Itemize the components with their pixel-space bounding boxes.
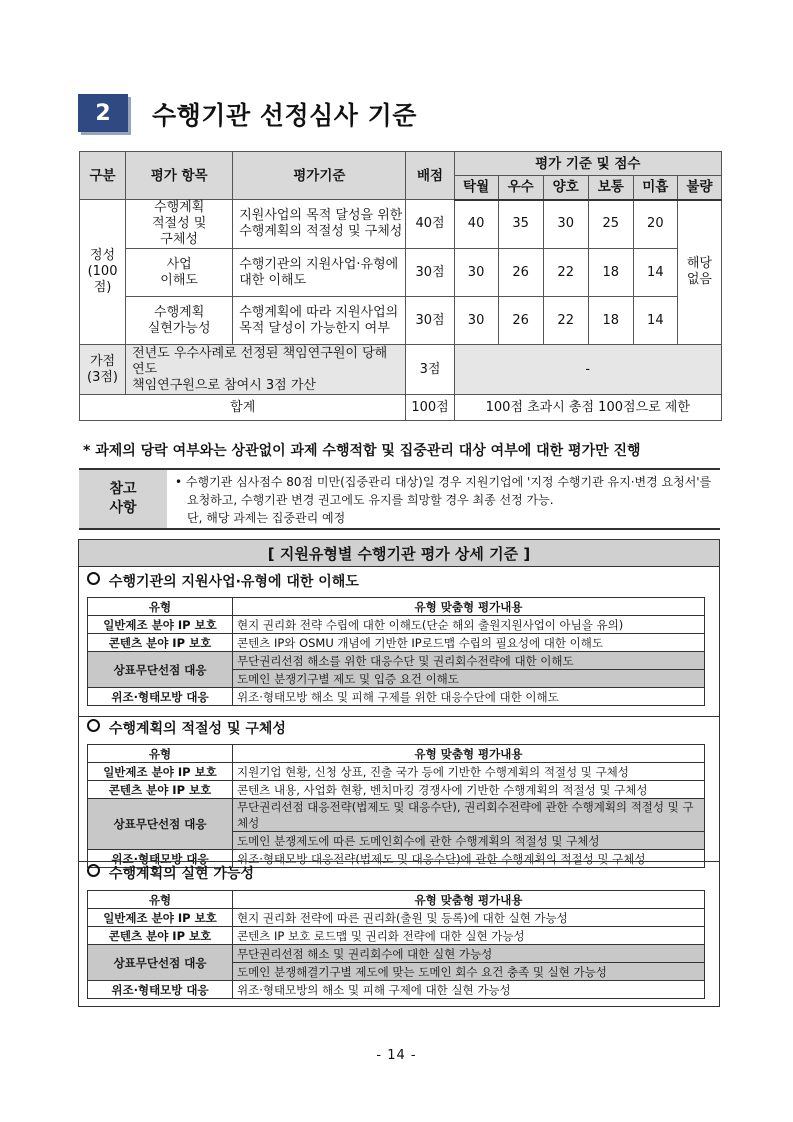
- content-counterfeit: 위조·형태모방 대응전략(법제도 및 대응수단)에 관한 수행계획의 적절성 및 구체성: [233, 850, 705, 868]
- col-type: 유형: [88, 598, 233, 616]
- type-content: 콘텐츠 분야 IP 보호: [88, 927, 233, 945]
- grade-bad: 불량: [677, 176, 721, 200]
- grade-average: 보통: [588, 176, 633, 200]
- grade-very-good: 우수: [498, 176, 543, 200]
- col-content: 유형 맞춤형 평가내용: [233, 891, 705, 909]
- score-cell: 18: [588, 249, 633, 297]
- content-trademark-2: 도메인 분쟁기구별 제도 및 입증 요건 이해도: [233, 670, 705, 688]
- type-general: 일반제조 분야 IP 보호: [88, 909, 233, 927]
- type-counterfeit: 위조·형태모방 대응: [88, 981, 233, 999]
- bonus-scores: -: [454, 345, 721, 395]
- score-cell: 35: [498, 200, 543, 249]
- section-title: 수행기관 선정심사 기준: [152, 101, 417, 130]
- reference-label: 참고 사항: [79, 470, 167, 528]
- score-cell: 18: [588, 297, 633, 345]
- item-business-understanding: 사업 이해도: [126, 249, 233, 297]
- score-cell: 20: [633, 200, 677, 249]
- type-counterfeit: 위조·형태모방 대응: [88, 688, 233, 706]
- grade-good: 양호: [543, 176, 588, 200]
- item-plan-feasibility: 수행계획 실현가능성: [126, 297, 233, 345]
- circle-bullet-icon: [87, 719, 100, 732]
- content-content: 콘텐츠 IP와 OSMU 개념에 기반한 IP로드맵 수립의 필요성에 대한 이해도: [233, 634, 705, 652]
- header-criteria: 평가기준: [233, 152, 406, 200]
- content-general: 현지 권리화 전략 수립에 대한 이해도(단순 해외 출원지원사업이 아님을 유의): [233, 616, 705, 634]
- bad-not-applicable: 해당 없음: [677, 200, 721, 345]
- content-content: 콘텐츠 IP 보호 로드맵 및 권리화 전략에 대한 실현 가능성: [233, 927, 705, 945]
- points-cell: 30점: [406, 297, 454, 345]
- content-trademark-2: 도메인 분쟁해결기구별 제도에 맞는 도메인 회수 요건 충족 및 실현 가능성: [233, 963, 705, 981]
- detail-section-heading: 수행계획의 실현 가능성: [87, 863, 254, 883]
- bonus-label: 가점 (3점): [80, 345, 126, 395]
- score-cell: 14: [633, 249, 677, 297]
- score-cell: 26: [498, 297, 543, 345]
- qualitative-label: 정성 (100점): [80, 200, 126, 345]
- total-note: 100점 초과시 총점 100점으로 제한: [454, 395, 721, 421]
- points-cell: 40점: [406, 200, 454, 249]
- score-cell: 30: [543, 200, 588, 249]
- reference-text: • 수행기관 심사점수 80점 미만(집중관리 대상)일 경우 지원기업에 '지정 수행기관 유지·변경 요청서'를 요청하고, 수행기관 변경 권고에도 유지를 희망할 경우 최종 선정 가능. 단, 해당 과제는 집중관리 예정: [175, 475, 712, 525]
- score-cell: 22: [543, 297, 588, 345]
- type-counterfeit: 위조·형태모방 대응: [88, 850, 233, 868]
- content-content: 콘텐츠 내용, 사업화 현황, 벤치마킹 경쟁사에 기반한 수행계획의 적절성 및 구체성: [233, 781, 705, 799]
- type-trademark: 상표무단선점 대응: [88, 799, 233, 850]
- criteria-plan-adequacy: 지원사업의 목적 달성을 위한 수행계획의 적절성 및 구체성: [233, 200, 406, 249]
- section-number-badge: 2: [78, 94, 128, 132]
- section-divider: [79, 861, 719, 862]
- col-type: 유형: [88, 745, 233, 763]
- score-cell: 40: [454, 200, 498, 249]
- type-content: 콘텐츠 분야 IP 보호: [88, 634, 233, 652]
- header-points: 배점: [406, 152, 454, 200]
- detail-criteria-box: [78, 539, 720, 1007]
- type-general: 일반제조 분야 IP 보호: [88, 616, 233, 634]
- score-cell: 22: [543, 249, 588, 297]
- detail-title: [ 지원유형별 수행기관 평가 상세 기준 ]: [79, 540, 719, 567]
- total-label: 합계: [80, 395, 406, 421]
- type-general: 일반제조 분야 IP 보호: [88, 763, 233, 781]
- content-general: 현지 권리화 전략에 따른 권리화(출원 및 등록)에 대한 실현 가능성: [233, 909, 705, 927]
- evaluation-note: * 과제의 당락 여부와는 상관없이 과제 수행적합 및 집중관리 대상 여부에 대한 평가만 진행: [83, 443, 641, 459]
- score-cell: 30: [454, 249, 498, 297]
- grade-excellent: 탁월: [454, 176, 498, 200]
- header-category: 구분: [80, 152, 126, 200]
- detail-table-adequacy: [87, 744, 705, 868]
- reference-box: [79, 468, 720, 530]
- type-content: 콘텐츠 분야 IP 보호: [88, 781, 233, 799]
- evaluation-table: [79, 151, 722, 421]
- score-cell: 30: [454, 297, 498, 345]
- content-counterfeit: 위조·형태모방의 해소 및 피해 구제에 대한 실현 가능성: [233, 981, 705, 999]
- detail-section-heading: 수행계획의 적절성 및 구체성: [87, 718, 286, 738]
- detail-table-understanding: [87, 597, 705, 706]
- content-general: 지원기업 현황, 신청 상표, 진출 국가 등에 기반한 수행계획의 적절성 및 구체성: [233, 763, 705, 781]
- header-item: 평가 항목: [126, 152, 233, 200]
- total-points: 100점: [406, 395, 454, 421]
- bonus-points: 3점: [406, 345, 454, 395]
- score-cell: 25: [588, 200, 633, 249]
- item-plan-adequacy: 수행계획 적절성 및 구체성: [126, 200, 233, 249]
- detail-table-feasibility: [87, 890, 705, 999]
- criteria-business-understanding: 수행기관의 지원사업·유형에 대한 이해도: [233, 249, 406, 297]
- content-counterfeit: 위조·형태모방 해소 및 피해 구제를 위한 대응수단에 대한 이해도: [233, 688, 705, 706]
- page-number: - 14 -: [376, 1048, 417, 1063]
- col-type: 유형: [88, 891, 233, 909]
- col-content: 유형 맞춤형 평가내용: [233, 598, 705, 616]
- score-cell: 26: [498, 249, 543, 297]
- type-trademark: 상표무단선점 대응: [88, 945, 233, 981]
- content-trademark-1: 무단권리선점 해소 및 권리회수에 대한 실현 가능성: [233, 945, 705, 963]
- score-cell: 14: [633, 297, 677, 345]
- circle-bullet-icon: [87, 864, 100, 877]
- criteria-plan-feasibility: 수행계획에 따라 지원사업의 목적 달성이 가능한지 여부: [233, 297, 406, 345]
- section-divider: [79, 716, 719, 717]
- type-trademark: 상표무단선점 대응: [88, 652, 233, 688]
- content-trademark-2: 도메인 분쟁제도에 따른 도메인회수에 관한 수행계획의 적절성 및 구체성: [233, 832, 705, 850]
- detail-section-heading: 수행기관의 지원사업·유형에 대한 이해도: [87, 571, 359, 591]
- content-trademark-1: 무단권리선점 대응전략(법제도 및 대응수단), 권리회수전략에 관한 수행계획의 적절성 및 구체성: [233, 799, 705, 832]
- grade-poor: 미흡: [633, 176, 677, 200]
- col-content: 유형 맞춤형 평가내용: [233, 745, 705, 763]
- header-grades-title: 평가 기준 및 점수: [454, 152, 721, 176]
- content-trademark-1: 무단권리선점 해소를 위한 대응수단 및 권리회수전략에 대한 이해도: [233, 652, 705, 670]
- points-cell: 30점: [406, 249, 454, 297]
- circle-bullet-icon: [87, 572, 100, 585]
- bonus-description: 전년도 우수사례로 선정된 책임연구원이 당해 연도 책임연구원으로 참여시 3점 가산: [126, 345, 406, 395]
